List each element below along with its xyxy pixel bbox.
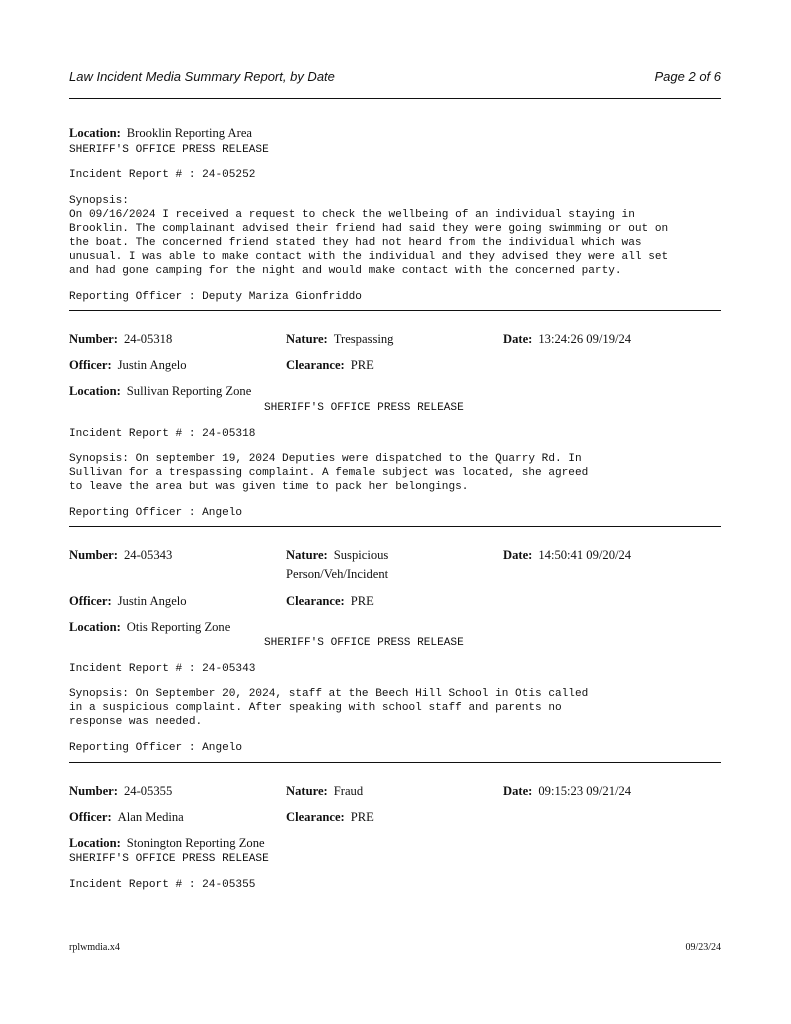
entry1-press-release: SHERIFF'S OFFICE PRESS RELEASE [264,402,464,414]
entry1-number: 24-05318 [123,332,173,346]
number-label: Number: [69,332,118,346]
entry2-officer: Justin Angelo [117,594,187,608]
entry1-location-row [69,384,251,399]
entry2-location-row [69,620,230,635]
report-title: Law Incident Media Summary Report, by Date [69,69,335,84]
number-label: Number: [69,784,118,798]
entry1-nature: Trespassing [333,332,394,346]
location-label: Location: [69,126,121,140]
entry1-date: 13:24:26 09/19/24 [538,332,632,346]
entry1-officer-row [69,358,187,373]
entry3-date: 09:15:23 09/21/24 [538,784,632,798]
entry3-nature-row [286,784,363,799]
entry-divider [69,762,721,763]
nature-label: Nature: [286,784,328,798]
clearance-label: Clearance: [286,594,345,608]
entry2-number: 24-05343 [123,548,173,562]
entry2-incident-report: Incident Report # : 24-05343 [69,663,256,675]
entry1-date-row [503,332,631,347]
nature-label: Nature: [286,548,328,562]
location-label: Location: [69,836,121,850]
entry2-number-row [69,548,172,563]
entry1-nature-row [286,332,393,347]
officer-label: Officer: [69,594,112,608]
entry0-reporting-officer: Reporting Officer : Deputy Mariza Gionfriddo [69,291,362,303]
entry3-incident-report: Incident Report # : 24-05355 [69,879,256,891]
entry2-reporting-officer: Reporting Officer : Angelo [69,742,243,754]
location-label: Location: [69,620,121,634]
entry3-press-release: SHERIFF'S OFFICE PRESS RELEASE [69,853,269,865]
entry1-clearance-row [286,358,374,373]
entry2-location: Otis Reporting Zone [126,620,231,634]
entry0-synopsis: On 09/16/2024 I received a request to check the wellbeing of an individual staying in Brooklin. The complainant advised their friend had said they were going swimming or out on the boat. The concerned friend stated they had not heard from the individual which was unusual. I was able to make contact with the individual and they advised they were all set and had gone camping for the night and would make contact with the concerned party. [69,209,669,277]
entry3-number-row [69,784,172,799]
entry3-date-row [503,784,631,799]
date-label: Date: [503,332,533,346]
entry0-incident-report: Incident Report # : 24-05252 [69,169,256,181]
number-label: Number: [69,548,118,562]
entry2-nature: Suspicious [333,548,389,562]
entry3-location-row [69,836,265,851]
entry1-reporting-officer: Reporting Officer : Angelo [69,507,243,519]
date-label: Date: [503,784,533,798]
entry2-nature-continued: Person/Veh/Incident [286,567,389,581]
footer-report-code: rplwmdia.x4 [69,942,120,953]
entry1-clearance: PRE [350,358,374,372]
officer-label: Officer: [69,358,112,372]
entry-divider [69,526,721,527]
entry2-press-release: SHERIFF'S OFFICE PRESS RELEASE [264,637,464,649]
entry2-nature-row [286,548,388,563]
entry3-number: 24-05355 [123,784,173,798]
entry2-officer-row [69,594,187,609]
entry2-synopsis: Synopsis: On September 20, 2024, staff at the Beech Hill School in Otis called in a suspicious complaint. After speaking with school staff and parents no response was needed. [69,688,589,728]
header-divider [69,98,721,99]
entry1-incident-report: Incident Report # : 24-05318 [69,428,256,440]
entry2-date-row [503,548,631,563]
entry1-synopsis: Synopsis: On september 19, 2024 Deputies were dispatched to the Quarry Rd. In Sullivan for a trespassing complaint. A female subject was located, she agreed to leave the area but was given time to pack her belongings. [69,453,589,493]
entry3-clearance: PRE [350,810,374,824]
entry3-officer-row [69,810,184,825]
entry0-synopsis-label: Synopsis: [69,195,129,207]
entry2-date: 14:50:41 09/20/24 [538,548,632,562]
entry1-location: Sullivan Reporting Zone [126,384,252,398]
nature-label: Nature: [286,332,328,346]
entry0-press-release: SHERIFF'S OFFICE PRESS RELEASE [69,144,269,156]
entry2-clearance-row [286,594,374,609]
footer-print-date: 09/23/24 [685,942,721,953]
date-label: Date: [503,548,533,562]
entry3-clearance-row [286,810,374,825]
entry-divider [69,310,721,311]
entry3-nature: Fraud [333,784,364,798]
entry0-location-row [69,126,252,141]
clearance-label: Clearance: [286,810,345,824]
entry1-number-row [69,332,172,347]
officer-label: Officer: [69,810,112,824]
page-number: Page 2 of 6 [654,69,721,84]
entry3-location: Stonington Reporting Zone [126,836,265,850]
entry1-officer: Justin Angelo [117,358,187,372]
clearance-label: Clearance: [286,358,345,372]
entry3-officer: Alan Medina [117,810,184,824]
entry2-clearance: PRE [350,594,374,608]
location-label: Location: [69,384,121,398]
entry0-location: Brooklin Reporting Area [126,126,252,140]
